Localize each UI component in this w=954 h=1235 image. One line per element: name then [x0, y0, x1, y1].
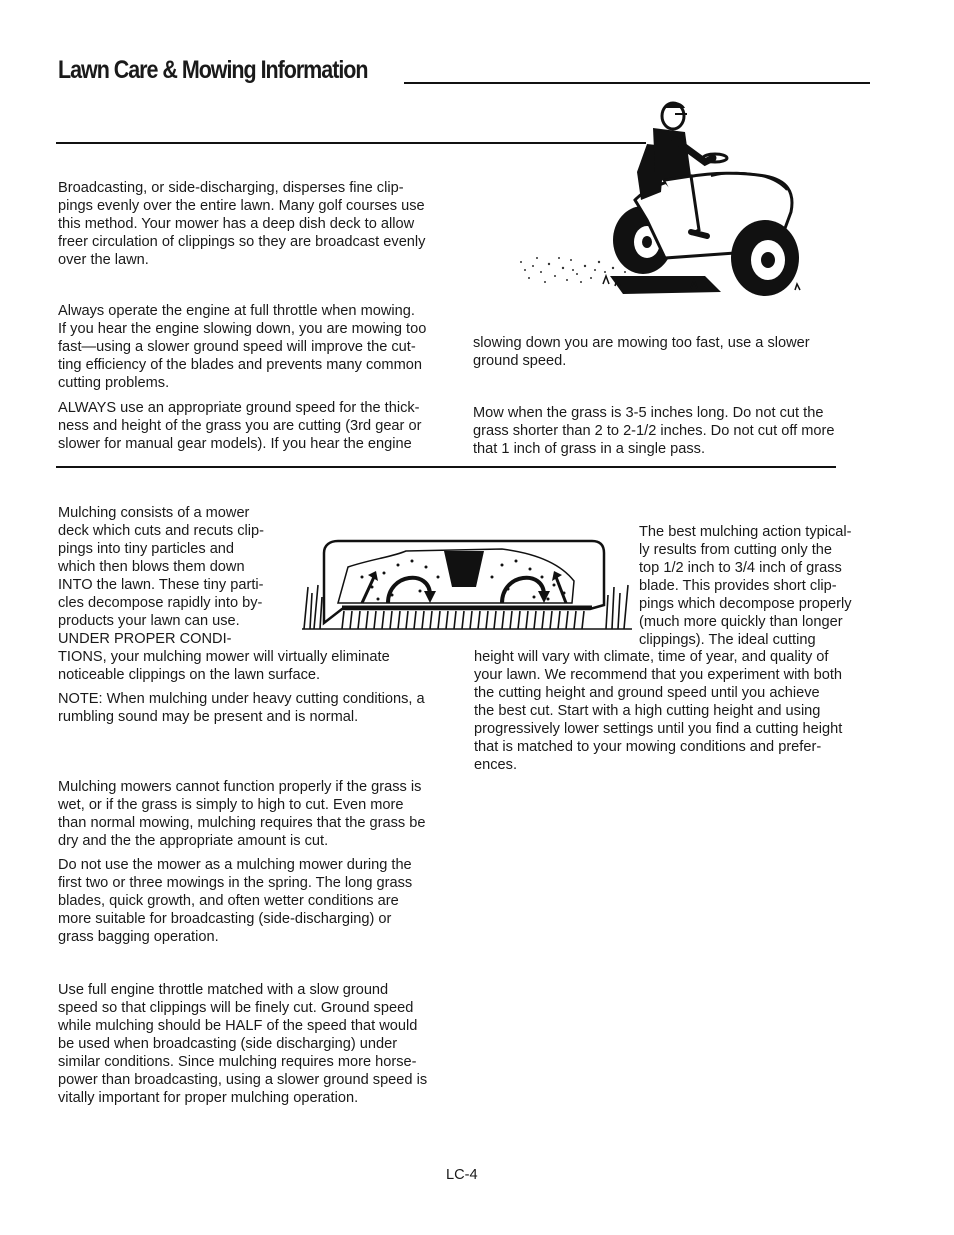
ground-speed-continued-paragraph: slowing down you are mowing too fast, use a slower ground speed.	[473, 335, 810, 369]
header-rule	[404, 82, 870, 84]
full-throttle-paragraph: Always operate the engine at full throttle when mowing. If you hear the engine slowing down, you are mowing too fast—using a slower ground speed will improve the cut- ting efficiency of the blades and prevents many common cutting problems.	[58, 303, 427, 391]
mulching-action-paragraph: The best mulching action typical- ly results from cutting only the top 1/2 inch to 3/4 inch of grass blade. This provides short clip- pings which decompose properly (much more quickly than longer clippings). The ideal cutting	[639, 524, 852, 648]
mulching-note-paragraph: NOTE: When mulching under heavy cutting conditions, a rumbling sound may be present and is normal.	[58, 691, 425, 725]
section-rule-mulching	[56, 466, 836, 468]
broadcasting-paragraph: Broadcasting, or side-discharging, disperses fine clip- pings evenly over the entire lawn. Many golf courses use this method. Your mower has a deep dish deck to allow freer circulation of clippings so they are broadcast evenly over the lawn.	[58, 180, 426, 268]
page-number: LC-4	[446, 1167, 478, 1183]
riding-mower-illustration	[515, 100, 815, 300]
grass-length-paragraph: Mow when the grass is 3-5 inches long. Do not cut the grass shorter than 2 to 2-1/2 inches. Do not cut off more that 1 inch of grass in a single pass.	[473, 405, 835, 457]
page-title: Lawn Care & Mowing Information	[58, 56, 368, 84]
mulching-conditions-paragraph: Mulching mowers cannot function properly if the grass is wet, or if the grass is simply to high to cut. Even more than normal mowing, mulching requires that the grass be dry and the the appropriate amount is cut.	[58, 779, 426, 849]
spring-mowing-paragraph: Do not use the mower as a mulching mower during the first two or three mowings in the spring. The long grass blades, quick growth, and often wetter conditions are more suitable for broadcasting (side-discharging) or grass bagging operation.	[58, 857, 413, 945]
mulching-deck-illustration	[302, 537, 632, 631]
cutting-height-paragraph: height will vary with climate, time of year, and quality of your lawn. We recommend that you experiment with both the cutting height and ground speed until you achieve the best cut. Start with a high cutting height and using progressively lower settings until you find a cutting height that is matched to your mowing conditions and prefer- ences.	[474, 649, 843, 773]
ground-speed-paragraph: ALWAYS use an appropriate ground speed for the thick- ness and height of the grass you are cutting (3rd gear or slower for manual gear models). If you hear the engine	[58, 400, 422, 452]
mulching-intro-paragraph: Mulching consists of a mower deck which cuts and recuts clip- pings into tiny particles and which then blows them down INTO the lawn. These tiny parti- cles decompose rapidly into by- products your lawn can use. UNDER PROPER CONDI-	[58, 505, 265, 647]
mulching-speed-paragraph: Use full engine throttle matched with a slow ground speed so that clippings will be finely cut. Ground speed while mulching should be HALF of the speed that would be used when broadcasting (side discharging) under similar conditions. Since mulching requires more horse- power than broadcasting, using a slower ground speed is vitally important for proper mulching operation.	[58, 982, 428, 1106]
mulching-intro-continued-paragraph: TIONS, your mulching mower will virtually eliminate noticeable clippings on the lawn surface.	[58, 649, 390, 683]
